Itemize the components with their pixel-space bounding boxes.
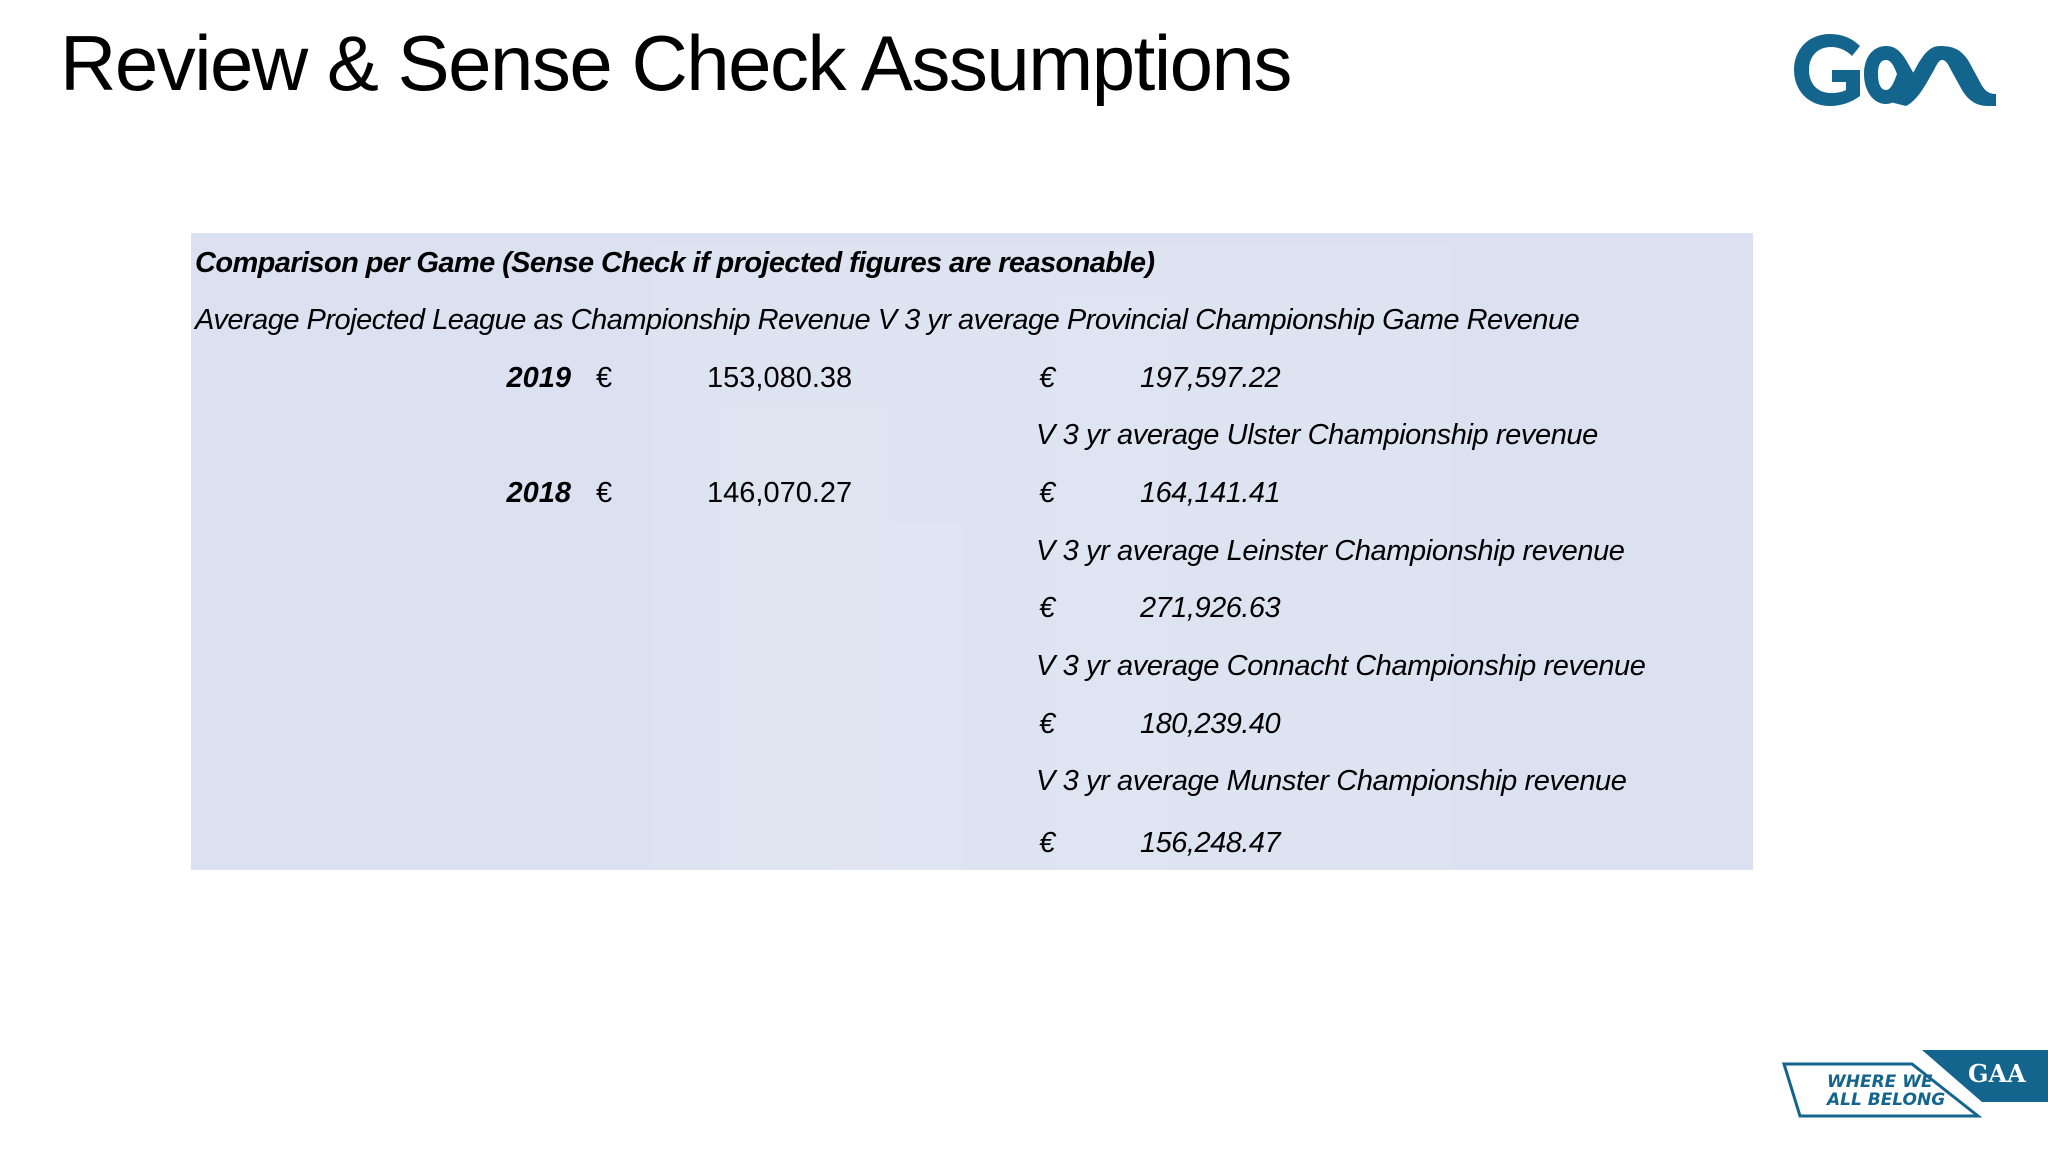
ulster-average-value: 164,141.41 [1140, 477, 1281, 509]
tagline-line-1: WHERE WE [1827, 1072, 1933, 1092]
leinster-average-value: 271,926.63 [1140, 592, 1281, 624]
table-subheading: Average Projected League as Championship Revenue V 3 yr average Provincial Championship Game Revenue [195, 304, 1580, 336]
watermark-shape [831, 523, 961, 870]
currency-symbol: € [596, 477, 613, 509]
connacht-comparison-label: V 3 yr average Connacht Championship revenue [1036, 650, 1646, 682]
currency-symbol: € [1039, 827, 1056, 859]
comparison-panel [191, 233, 1753, 870]
slide-title: Review & Sense Check Assumptions [60, 19, 1291, 107]
currency-symbol: € [596, 362, 613, 394]
year-2019-label: 2019 [506, 362, 571, 394]
munster-comparison-label: V 3 yr average Munster Championship revenue [1036, 765, 1627, 797]
tagline-line-2: ALL BELONG [1827, 1090, 1946, 1110]
provincial-average-value: 197,597.22 [1140, 362, 1281, 394]
currency-symbol: € [1039, 477, 1056, 509]
leinster-comparison-label: V 3 yr average Leinster Championship revenue [1036, 535, 1625, 567]
currency-symbol: € [1039, 592, 1056, 624]
projected-value-2018: 146,070.27 [707, 477, 853, 509]
footer-brand: GAA [1968, 1059, 2026, 1088]
connacht-average-value: 180,239.40 [1140, 708, 1281, 740]
ulster-comparison-label: V 3 yr average Ulster Championship revenue [1036, 419, 1598, 451]
currency-symbol: € [1039, 708, 1056, 740]
where-we-all-belong-logo [1782, 1050, 2048, 1120]
munster-average-value: 156,248.47 [1140, 827, 1281, 859]
gaa-logo [1790, 26, 2000, 112]
year-2018-label: 2018 [506, 477, 571, 509]
table-heading: Comparison per Game (Sense Check if projected figures are reasonable) [195, 247, 1155, 279]
projected-value-2019: 153,080.38 [707, 362, 853, 394]
currency-symbol: € [1039, 362, 1056, 394]
